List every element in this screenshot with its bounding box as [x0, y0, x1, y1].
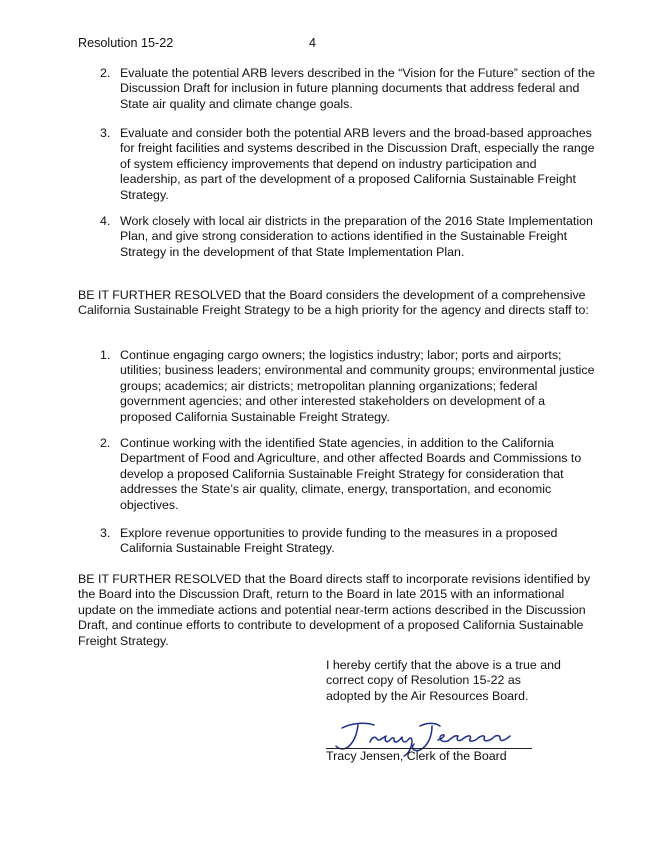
list-item-number: 2. [100, 436, 111, 450]
list-item-text: Work closely with local air districts in the preparation of the 2016 State Implementation Plan, and give strong consideration to actions identified in the Sustainable Freight Strategy in the development of that State Implementation Plan. [120, 214, 593, 259]
resolution-header: Resolution 15-22 [78, 36, 174, 50]
list-item-text: Continue working with the identified State agencies, in addition to the California Department of Food and Agriculture, and other affected Boards and Commissions to develop a proposed California Sustainable Freight Strategy for consideration that addresses the State’s air quality, climate, energy, transportation, and economic objectives. [120, 436, 582, 512]
page-number: 4 [309, 36, 317, 50]
list-item-text: Evaluate and consider both the potential ARB levers and the broad-based approaches for freight facilities and systems described in the Discussion Draft, especially the range of system efficiency improvements that depend on industry participation and leadership, as part of the development of a proposed California Sustainable Freight Strategy. [120, 126, 595, 202]
signer-name-title: Tracy Jensen, Clerk of the Board [326, 749, 507, 763]
list-item-number: 3. [100, 526, 111, 540]
list-item-number: 2. [100, 66, 111, 80]
resolved-paragraph: BE IT FURTHER RESOLVED that the Board considers the development of a comprehensive California Sustainable Freight Strategy to be a high priority for the agency and directs staff to: [78, 288, 589, 318]
list-item-text: Explore revenue opportunities to provide funding to the measures in a proposed California Sustainable Freight Strategy. [120, 526, 558, 556]
certification-statement: I hereby certify that the above is a true and correct copy of Resolution 15-22 as adopted by the Air Resources Board. [326, 658, 561, 703]
resolved-paragraph: BE IT FURTHER RESOLVED that the Board directs staff to incorporate revisions identified by the Board into the Discussion Draft, return to the Board in late 2015 with an informational update on the immediate actions and potential near-term actions described in the Discussion Draft, and continue efforts to contribute to development of a proposed California Sustainable Freight Strategy. [78, 572, 591, 648]
list-item-number: 3. [100, 126, 111, 140]
list-item-text: Evaluate the potential ARB levers described in the “Vision for the Future” section of the Discussion Draft for inclusion in future planning documents that address federal and State air quality and climate change goals. [120, 66, 596, 111]
list-item-text: Continue engaging cargo owners; the logistics industry; labor; ports and airports; utilities; business leaders; environmental and community groups; environmental justice groups; academics; air districts; metropolitan planning organizations; federal government agencies; and other interested stakeholders on development of a proposed California Sustainable Freight Strategy. [120, 348, 595, 424]
list-item-number: 1. [100, 348, 111, 362]
list-item-number: 4. [100, 214, 111, 228]
